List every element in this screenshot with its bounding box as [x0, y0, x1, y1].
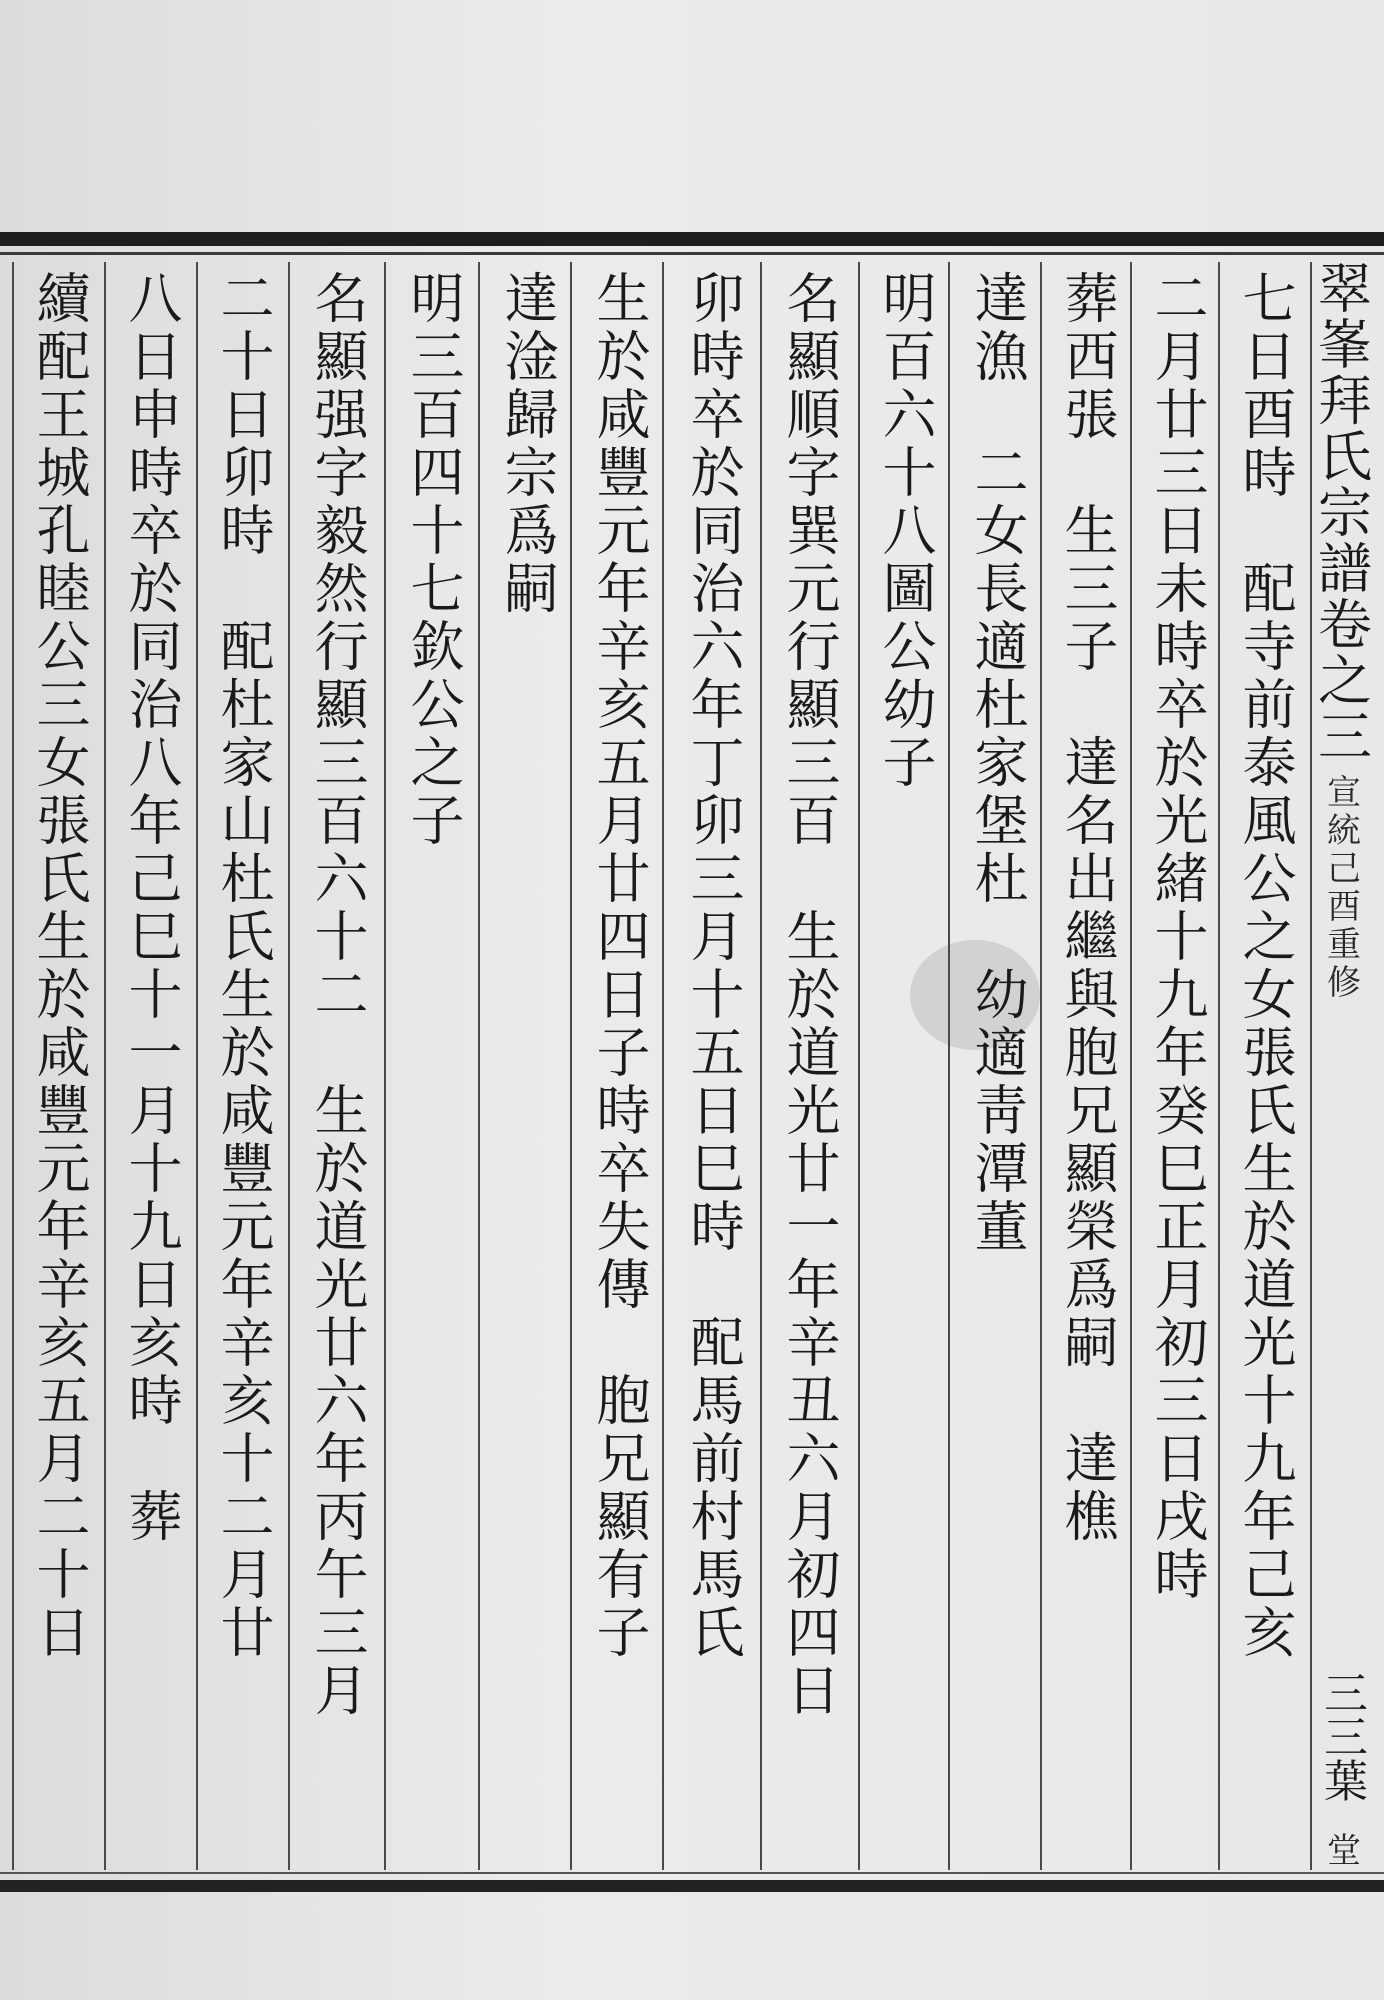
- column-text: 二十日卯時 配杜家山杜氏生於咸豐元年辛亥十二月廿: [212, 270, 275, 1662]
- column-text: 名顯順字巽元行顯三百 生於道光廿一年辛丑六月初四日: [778, 270, 841, 1720]
- column-text: 八日申時卒於同治八年己巳十一月十九日亥時 葬: [120, 270, 183, 1546]
- column-text: 達漁 二女長適杜家堡杜 幼適靑潭董: [966, 270, 1029, 1256]
- text-column-14: [14, 270, 104, 1870]
- text-column-10: [388, 270, 478, 1870]
- column-text: 生於咸豐元年辛亥五月廿四日子時卒失傳 胞兄顯有子: [588, 270, 651, 1662]
- text-column-9: [482, 270, 572, 1870]
- folio-number: 三三葉: [1316, 1670, 1367, 1802]
- edition-label: 宣統己酉重修: [1320, 774, 1361, 1002]
- bottom-border-rule: [0, 1880, 1384, 1892]
- genealogy-title: 翠峯拜氏宗譜: [1309, 260, 1373, 596]
- top-inner-rule: [0, 252, 1384, 255]
- column-text: 卯時卒於同治六年丁卯三月十五日巳時 配馬前村馬氏: [682, 270, 745, 1662]
- column-text: 達淦歸宗爲嗣: [496, 270, 559, 618]
- top-border-rule: [0, 232, 1384, 246]
- hall-name: 堂: [1320, 1832, 1361, 1870]
- text-column-8: [574, 270, 664, 1870]
- text-column-3: [1042, 270, 1132, 1870]
- column-text: 七日酉時 配寺前泰風公之女張氏生於道光十九年己亥: [1234, 270, 1297, 1662]
- text-column-13: [106, 270, 196, 1870]
- page-margin-column: [1306, 260, 1376, 1870]
- text-column-11: [292, 270, 382, 1870]
- volume-label: 卷之三: [1309, 596, 1373, 764]
- column-text: 葬西張 生三子 達名出繼與胞兄顯榮爲嗣 達樵: [1056, 270, 1119, 1546]
- column-text: 二月廿三日未時卒於光緒十九年癸巳正月初三日戌時: [1146, 270, 1209, 1604]
- column-text: 明三百四十七欽公之子: [402, 270, 465, 850]
- text-column-7: [668, 270, 758, 1870]
- text-column-1: [1220, 270, 1310, 1870]
- column-divider: [760, 262, 762, 1870]
- column-divider: [288, 262, 290, 1870]
- bottom-inner-rule: [0, 1872, 1384, 1874]
- text-column-5: [860, 270, 950, 1870]
- text-column-4: [952, 270, 1042, 1870]
- column-divider: [384, 262, 386, 1870]
- text-column-2: [1132, 270, 1222, 1870]
- text-column-12: [198, 270, 288, 1870]
- column-divider: [478, 262, 480, 1870]
- column-text: 續配王城孔睦公三女張氏生於咸豐元年辛亥五月二十日: [28, 270, 91, 1662]
- text-column-6: [764, 270, 854, 1870]
- column-text: 明百六十八圖公幼子: [874, 270, 937, 792]
- column-text: 名顯强字毅然行顯三百六十二 生於道光廿六年丙午三月: [306, 270, 369, 1720]
